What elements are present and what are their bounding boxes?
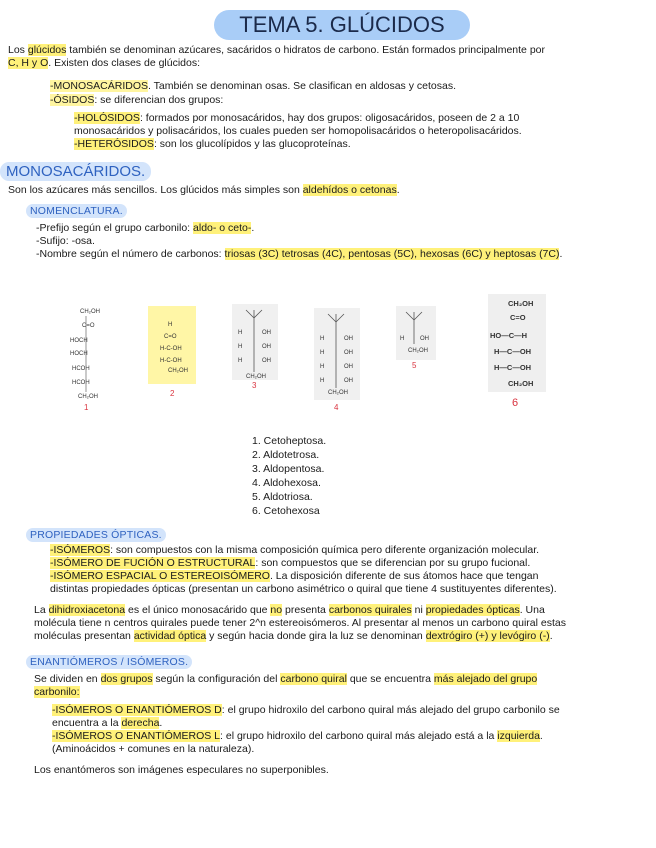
- svg-text:OH: OH: [344, 350, 353, 356]
- svg-text:H: H: [320, 364, 325, 370]
- intro-holosidos: -HOLÓSIDOS: formados por monosacáridos, hay dos grupos: oligosacáridos, poseen de 2 a 10 monosacáridos y polisacáridos, los cuales pueden ser homopolisacáridos o heteropolisacáridos. -HETERÓSIDOS: son los glucolípidos y las glucoproteínas.: [74, 112, 522, 150]
- svg-text:4: 4: [334, 403, 339, 412]
- svg-text:3: 3: [252, 381, 257, 390]
- svg-text:CH₂OH: CH₂OH: [328, 390, 348, 396]
- svg-text:H: H: [320, 350, 325, 356]
- svg-text:HOCH: HOCH: [70, 351, 88, 357]
- svg-text:H: H: [400, 336, 405, 342]
- title-banner: [214, 10, 470, 40]
- svg-text:CH₂OH: CH₂OH: [78, 394, 98, 400]
- svg-text:CH₂OH: CH₂OH: [408, 348, 428, 354]
- mono-heading: MONOSACÁRIDOS.: [0, 162, 151, 181]
- svg-text:C=O: C=O: [82, 323, 95, 329]
- nomenclature-heading: NOMENCLATURA.: [26, 204, 127, 218]
- svg-text:HCOH: HCOH: [72, 366, 90, 372]
- svg-text:5: 5: [412, 361, 417, 370]
- svg-text:H: H: [168, 322, 173, 328]
- svg-text:2: 2: [170, 389, 175, 398]
- svg-text:OH: OH: [262, 344, 271, 350]
- intro-mono-line: -MONOSACÁRIDOS. También se denominan osas. Se clasifican en aldosas y cetosas.: [50, 80, 456, 92]
- svg-text:H: H: [320, 378, 325, 384]
- page-title: TEMA 5. GLÚCIDOS: [239, 12, 445, 37]
- svg-text:H—C—OH: H—C—OH: [494, 363, 532, 372]
- svg-text:H—C—OH: H—C—OH: [494, 347, 532, 356]
- svg-text:OH: OH: [420, 336, 429, 342]
- svg-text:HO—C—H: HO—C—H: [490, 331, 528, 340]
- svg-text:CH₂OH: CH₂OH: [508, 299, 534, 308]
- enantiomers-intro: Se dividen en dos grupos según la configuración del carbono quiral que se encuentra más alejado del grupo carbonilo:: [34, 673, 538, 698]
- svg-text:CH₂OH: CH₂OH: [80, 309, 100, 315]
- optical-description: La dihidroxiacetona es el único monosacárido que no presenta carbonos quirales ni propiedades ópticas. Una molécula tiene n centros quirales puede tener 2^n estereoisómeros. Al presentar al menos un carbono quiral estas moléculas presentan actividad óptica y según hacia donde gira la luz se denominan dextrógiro (+) y levógiro (-).: [34, 604, 566, 642]
- optical-isomers: -ISÓMEROS: son compuestos con la misma composición química pero diferente organización molecular. -ISÓMERO DE FUCIÓN O ESTRUCTURAL: son compuestos que se diferencian por su grupo fucional. -ISÓMERO ESPACIAL O ESTEREOISÓMERO. La disposición diferente de sus átomos hace que tengan distintas propiedades ópticas (presentan un carbono asimétrico o quiral que tiene 4 sustituyentes diferentes).: [50, 544, 557, 595]
- svg-text:CH₂OH: CH₂OH: [508, 379, 534, 388]
- svg-text:6: 6: [512, 397, 519, 409]
- svg-text:HCOH: HCOH: [72, 380, 90, 386]
- svg-text:H: H: [238, 358, 243, 364]
- svg-text:C=O: C=O: [164, 334, 177, 340]
- svg-text:H-C-OH: H-C-OH: [160, 358, 182, 364]
- svg-text:OH: OH: [344, 378, 353, 384]
- svg-text:OH: OH: [262, 358, 271, 364]
- enantiomers-conclusion: Los enantómeros son imágenes especulares no superponibles.: [34, 764, 329, 776]
- nomenclature-list: -Prefijo según el grupo carbonilo: aldo- o ceto-. -Sufijo: -osa. -Nombre según el número de carbonos: triosas (3C) tetrosas (4C), pentosas (5C), hexosas (6C) y heptosas (7C).: [36, 222, 563, 260]
- svg-text:CH₂OH: CH₂OH: [246, 374, 266, 380]
- optical-heading: PROPIEDADES ÓPTICAS.: [26, 528, 166, 542]
- svg-text:H: H: [238, 344, 243, 350]
- svg-text:OH: OH: [262, 330, 271, 336]
- svg-text:H: H: [320, 336, 325, 342]
- svg-text:1: 1: [84, 403, 89, 412]
- structures-legend: 1. Cetoheptosa. 2. Aldotetrosa. 3. Aldopentosa. 4. Aldohexosa. 5. Aldotriosa. 6. Cetohexosa: [252, 435, 327, 517]
- svg-text:HOCH: HOCH: [70, 338, 88, 344]
- svg-text:C=O: C=O: [510, 313, 526, 322]
- structure-1: [70, 309, 100, 412]
- enantiomers-types: -ISÓMEROS O ENANTIÓMEROS D: el grupo hidroxilo del carbono quiral más alejado del grupo carbonilo se encuentra a la derecha. -ISÓMEROS O ENANTIÓMEROS L: el grupo hidroxilo del carbono quiral más alejado está a la izquierda. (Aminoácidos + comunes en la naturaleza).: [52, 704, 560, 755]
- svg-text:H: H: [238, 330, 243, 336]
- mono-intro: Son los azúcares más sencillos. Los glúcidos más simples son aldehídos o cetonas.: [8, 184, 400, 196]
- svg-text:OH: OH: [344, 336, 353, 342]
- svg-text:H-C-OH: H-C-OH: [160, 346, 182, 352]
- svg-text:CH₂OH: CH₂OH: [168, 368, 188, 374]
- svg-text:OH: OH: [344, 364, 353, 370]
- intro-osidos-line: -ÓSIDOS: se diferencian dos grupos:: [50, 94, 224, 106]
- enantiomers-heading: ENANTIÓMEROS / ISÓMEROS.: [26, 655, 192, 669]
- intro-paragraph: Los glúcidos también se denominan azúcares, sacáridos o hidratos de carbono. Están formados principalmente por C, H y O. Existen dos clases de glúcidos:: [8, 44, 545, 69]
- structures-figure: [0, 288, 656, 423]
